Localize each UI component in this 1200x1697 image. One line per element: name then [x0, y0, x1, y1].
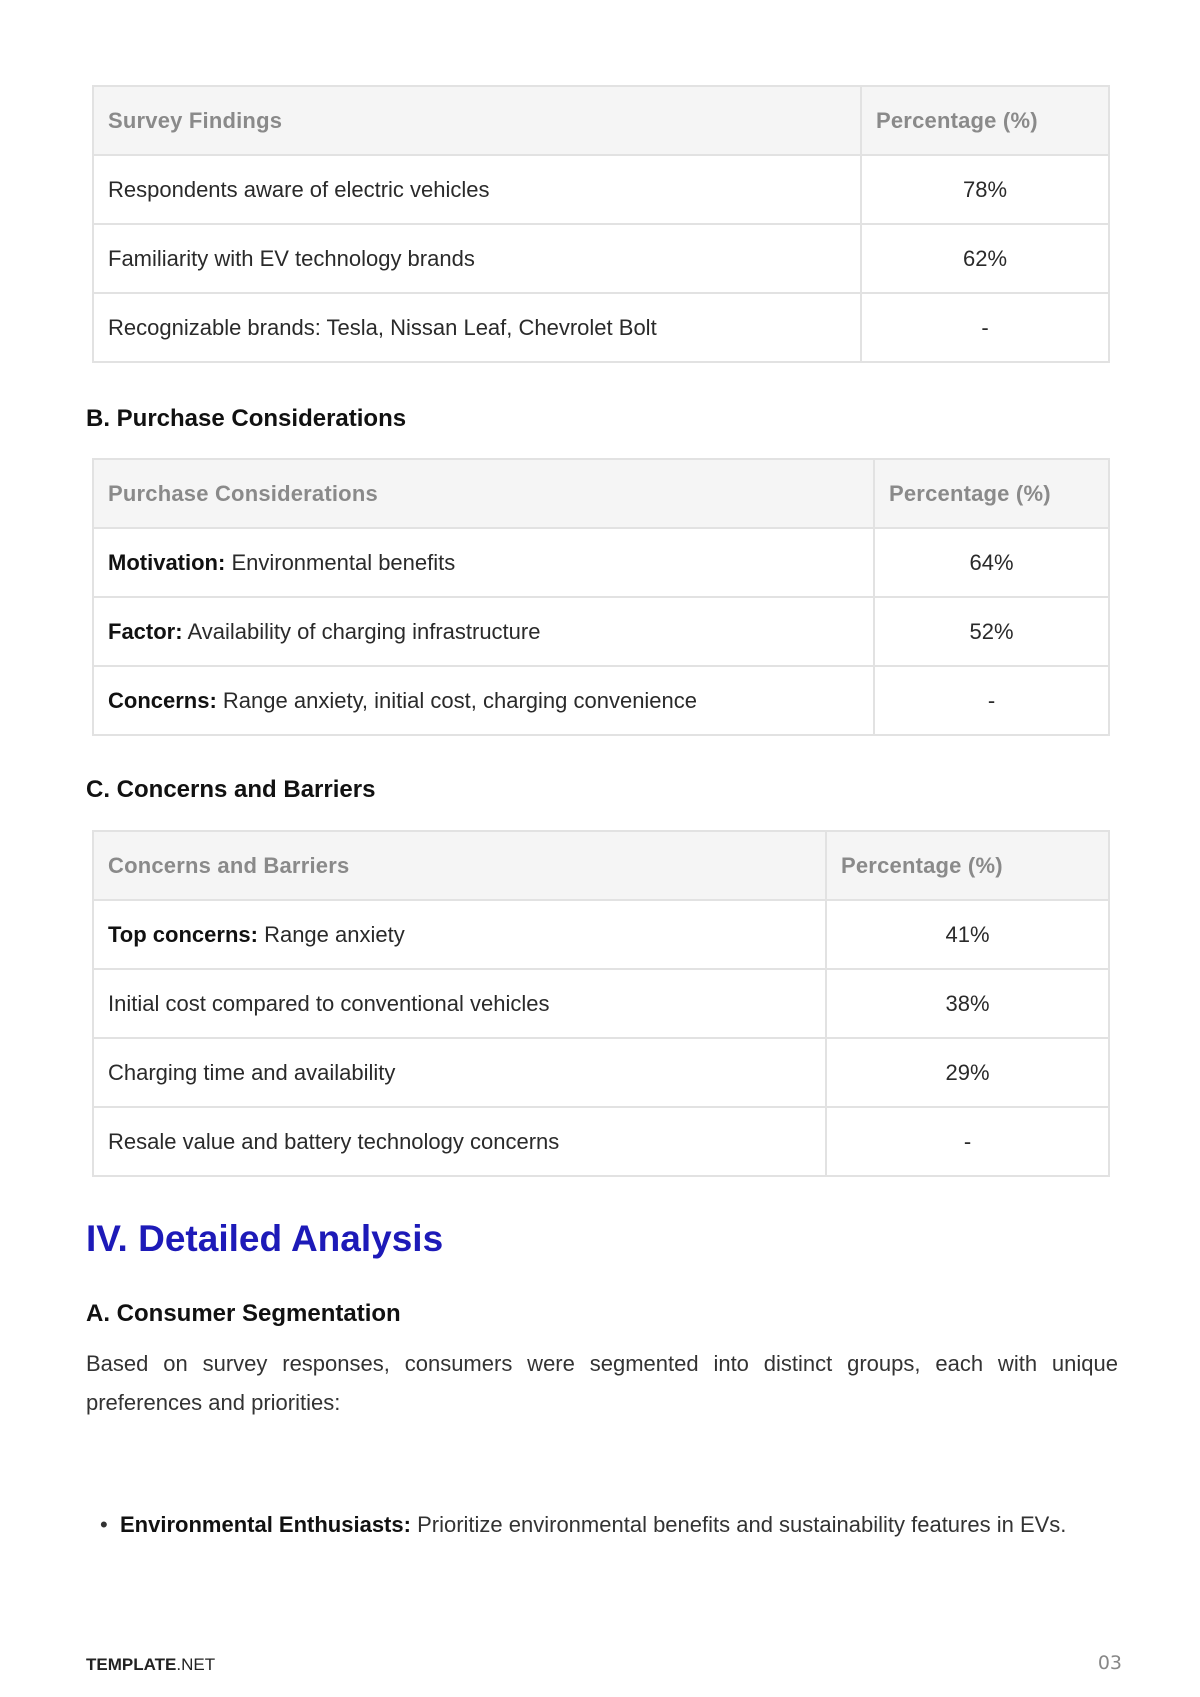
section-iv-heading: IV. Detailed Analysis: [86, 1218, 444, 1259]
row-percentage: 41%: [826, 900, 1109, 969]
purchase-considerations-table: [92, 458, 1110, 736]
section-c-heading: C. Concerns and Barriers: [86, 776, 376, 803]
table-row: [93, 1038, 1109, 1107]
footer-brand-bold: TEMPLATE: [86, 1655, 177, 1674]
table-header-row: [93, 86, 1109, 155]
table-header-cell: Survey Findings: [93, 86, 861, 155]
table-header-cell: Purchase Considerations: [93, 459, 874, 528]
list-item-bold: Environmental Enthusiasts:: [120, 1512, 411, 1537]
row-label-bold: Motivation:: [108, 549, 226, 575]
row-label-bold: Concerns:: [108, 687, 217, 713]
concerns-barriers-table: [92, 830, 1110, 1177]
row-label-text: Range anxiety: [264, 921, 405, 947]
row-label: Resale value and battery technology concerns: [93, 1107, 826, 1176]
segmentation-paragraph: Based on survey responses, consumers were segmented into distinct groups, each with unique preferences and priorities:: [86, 1351, 1118, 1415]
table-row: [93, 224, 1109, 293]
footer-brand-rest: .NET: [176, 1655, 216, 1674]
row-label-text: Environmental benefits: [231, 549, 456, 575]
list-item-body: Prioritize environmental benefits and sustainability features in EVs.: [417, 1512, 1067, 1537]
row-label: Recognizable brands: Tesla, Nissan Leaf, Chevrolet Bolt: [93, 293, 861, 362]
list-item-text: [100, 1505, 1072, 1544]
table-row: [93, 1107, 1109, 1176]
survey-findings-table: [92, 85, 1110, 363]
table-header-cell: Percentage (%): [861, 86, 1109, 155]
row-percentage: 78%: [861, 155, 1109, 224]
table-header-row: [93, 459, 1109, 528]
table-row: [93, 528, 1109, 597]
row-label-text: Range anxiety, initial cost, charging convenience: [222, 687, 698, 713]
bullet-dot-icon: •: [100, 1512, 108, 1537]
row-label-text: Availability of charging infrastructure: [187, 618, 541, 644]
table-header-row: [93, 831, 1109, 900]
row-percentage: 64%: [874, 528, 1109, 597]
row-percentage: -: [861, 293, 1109, 362]
row-label-bold: Top concerns:: [108, 921, 258, 947]
row-label: Respondents aware of electric vehicles: [93, 155, 861, 224]
table-header-cell: Percentage (%): [874, 459, 1109, 528]
row-label: Familiarity with EV technology brands: [93, 224, 861, 293]
row-label: Charging time and availability: [93, 1038, 826, 1107]
row-label: [93, 597, 874, 666]
page-number: 03: [1097, 1652, 1122, 1674]
row-label-bold: Factor:: [108, 618, 183, 644]
row-percentage: -: [874, 666, 1109, 735]
row-label: [93, 900, 826, 969]
row-label: [93, 528, 874, 597]
table-row: [93, 155, 1109, 224]
row-percentage: 29%: [826, 1038, 1109, 1107]
table-header-cell: Percentage (%): [826, 831, 1109, 900]
row-label: Initial cost compared to conventional vehicles: [93, 969, 826, 1038]
section-iv-a-heading: A. Consumer Segmentation: [86, 1300, 401, 1327]
row-percentage: 52%: [874, 597, 1109, 666]
row-percentage: 62%: [861, 224, 1109, 293]
list-item: [100, 1505, 1072, 1544]
table-row: [93, 969, 1109, 1038]
table-row: [93, 666, 1109, 735]
row-percentage: -: [826, 1107, 1109, 1176]
row-percentage: 38%: [826, 969, 1109, 1038]
footer-brand: [86, 1655, 215, 1675]
table-row: [93, 900, 1109, 969]
row-label: [93, 666, 874, 735]
section-b-heading: B. Purchase Considerations: [86, 405, 407, 432]
table-header-cell: Concerns and Barriers: [93, 831, 826, 900]
table-row: [93, 597, 1109, 666]
table-row: [93, 293, 1109, 362]
